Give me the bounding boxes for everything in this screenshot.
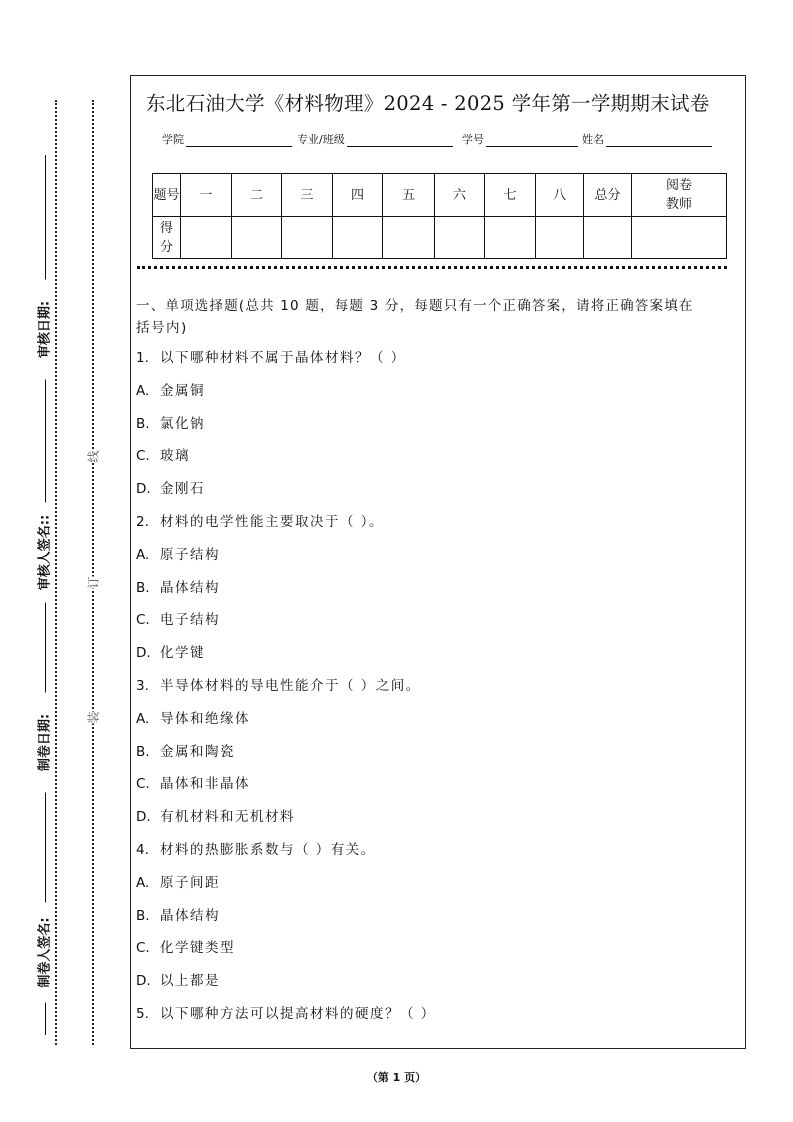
option-item xyxy=(136,936,235,956)
col-header: 三 xyxy=(282,174,333,217)
page-number: （第 1 页） xyxy=(366,1071,427,1084)
option-label: D. xyxy=(136,809,151,826)
option-text: 晶体和非晶体 xyxy=(160,776,250,793)
score-cell[interactable] xyxy=(632,217,727,259)
student-id-blank[interactable] xyxy=(486,133,578,147)
option-item xyxy=(136,740,235,760)
option-text: 晶体结构 xyxy=(160,579,220,596)
score-cell[interactable] xyxy=(333,217,383,259)
option-item xyxy=(136,871,220,891)
name-label: 姓名 xyxy=(582,133,604,146)
score-table xyxy=(152,173,727,259)
review-date-label: 审核日期: xyxy=(34,280,53,380)
score-cell[interactable] xyxy=(536,217,584,259)
col-header: 五 xyxy=(383,174,435,217)
student-id-label: 学号 xyxy=(462,133,484,146)
option-item xyxy=(136,904,220,924)
row-label: 题号 xyxy=(153,174,181,217)
option-item xyxy=(136,576,220,596)
option-text: 化学键 xyxy=(160,645,205,662)
option-text: 有机材料和无机材料 xyxy=(160,809,295,826)
option-item xyxy=(136,772,250,792)
option-item xyxy=(136,477,205,497)
question-label: 3. xyxy=(136,678,149,694)
score-cell[interactable] xyxy=(435,217,485,259)
option-label: B. xyxy=(136,579,150,596)
option-text: 电子结构 xyxy=(160,612,220,629)
col-header: 二 xyxy=(232,174,282,217)
option-label: A. xyxy=(136,382,150,399)
option-text: 玻璃 xyxy=(160,448,190,465)
option-item xyxy=(136,444,190,464)
question-item xyxy=(136,346,406,366)
binding-dotted-line-inner xyxy=(92,100,94,1045)
question-text: 以下哪种材料不属于晶体材料？（ ） xyxy=(160,350,406,366)
score-cell[interactable] xyxy=(181,217,232,259)
score-cell[interactable] xyxy=(584,217,632,259)
option-text: 原子间距 xyxy=(160,874,220,891)
option-item xyxy=(136,707,250,727)
option-label: A. xyxy=(136,710,150,727)
score-cell[interactable] xyxy=(383,217,435,259)
maker-signature-label: 制卷人签名: xyxy=(34,903,53,1003)
reviewer-signature-label: 审核人签名:: xyxy=(34,503,53,603)
option-label: C. xyxy=(136,448,150,465)
question-label: 4. xyxy=(136,842,149,858)
col-header: 总分 xyxy=(584,174,632,217)
option-label: D. xyxy=(136,481,151,498)
bind-char-mount: 装 xyxy=(83,711,104,723)
option-text: 导体和绝缘体 xyxy=(160,710,250,727)
binding-dotted-line-outer xyxy=(55,100,57,1045)
col-header: 阅卷教师 xyxy=(632,174,727,217)
score-cell[interactable] xyxy=(232,217,282,259)
option-item xyxy=(136,969,220,989)
col-header: 八 xyxy=(536,174,584,217)
option-text: 氯化钠 xyxy=(160,415,205,432)
option-item xyxy=(136,608,220,628)
question-label: 5. xyxy=(136,1006,149,1022)
option-text: 原子结构 xyxy=(160,546,220,563)
option-label: A. xyxy=(136,874,150,891)
option-label: B. xyxy=(136,743,150,760)
option-label: A. xyxy=(136,546,150,563)
option-item xyxy=(136,412,205,432)
table-row-headers xyxy=(153,174,727,217)
col-header: 七 xyxy=(485,174,536,217)
name-blank[interactable] xyxy=(606,133,712,147)
major-blank[interactable] xyxy=(347,133,453,147)
question-text: 半导体材料的导电性能介于（ ）之间。 xyxy=(160,678,421,694)
option-label: D. xyxy=(136,645,151,662)
option-item xyxy=(136,805,295,825)
score-cell[interactable] xyxy=(282,217,333,259)
option-label: B. xyxy=(136,415,150,432)
section-heading-cont: 括号内) xyxy=(136,320,188,336)
option-label: C. xyxy=(136,776,150,793)
bind-char-line: 线 xyxy=(83,450,104,462)
question-item xyxy=(136,674,421,694)
option-text: 晶体结构 xyxy=(160,907,220,924)
question-label: 1. xyxy=(136,350,149,366)
option-label: D. xyxy=(136,973,151,990)
student-id-field[interactable] xyxy=(462,131,578,147)
section-heading: 一、单项选择题(总共 10 题，每题 3 分，每题只有一个正确答案，请将正确答案填在 xyxy=(136,298,694,314)
option-label: B. xyxy=(136,907,150,924)
option-text: 以上都是 xyxy=(160,973,220,990)
option-item xyxy=(136,543,220,563)
question-text: 以下哪种方法可以提高材料的硬度？（ ） xyxy=(160,1006,436,1022)
row-label: 得分 xyxy=(153,217,181,259)
question-label: 2. xyxy=(136,514,149,530)
option-text: 金属和陶瓷 xyxy=(160,743,235,760)
col-header: 六 xyxy=(435,174,485,217)
name-field[interactable] xyxy=(582,131,712,147)
option-text: 金属铜 xyxy=(160,382,205,399)
college-blank[interactable] xyxy=(186,133,292,147)
college-field[interactable] xyxy=(162,131,292,147)
major-label: 专业/班级 xyxy=(297,133,345,146)
make-date-label: 制卷日期: xyxy=(34,693,53,793)
question-item xyxy=(136,838,376,858)
college-label: 学院 xyxy=(162,133,184,146)
option-text: 化学键类型 xyxy=(160,940,235,957)
major-field[interactable] xyxy=(297,131,453,147)
option-text: 金刚石 xyxy=(160,481,205,498)
exam-title: 东北石油大学《材料物理》2024 - 2025 学年第一学期期末试卷 xyxy=(146,92,710,115)
question-item xyxy=(136,510,384,530)
bind-char-order: 订 xyxy=(83,576,104,588)
dotted-separator xyxy=(137,266,727,269)
col-header: 四 xyxy=(333,174,383,217)
question-item xyxy=(136,1002,436,1022)
option-item xyxy=(136,379,205,399)
question-text: 材料的热膨胀系数与（ ）有关。 xyxy=(160,842,376,858)
table-row-scores xyxy=(153,217,727,259)
option-label: C. xyxy=(136,940,150,957)
option-label: C. xyxy=(136,612,150,629)
score-cell[interactable] xyxy=(485,217,536,259)
question-text: 材料的电学性能主要取决于（ ）。 xyxy=(160,514,385,530)
col-header: 一 xyxy=(181,174,232,217)
option-item xyxy=(136,641,205,661)
